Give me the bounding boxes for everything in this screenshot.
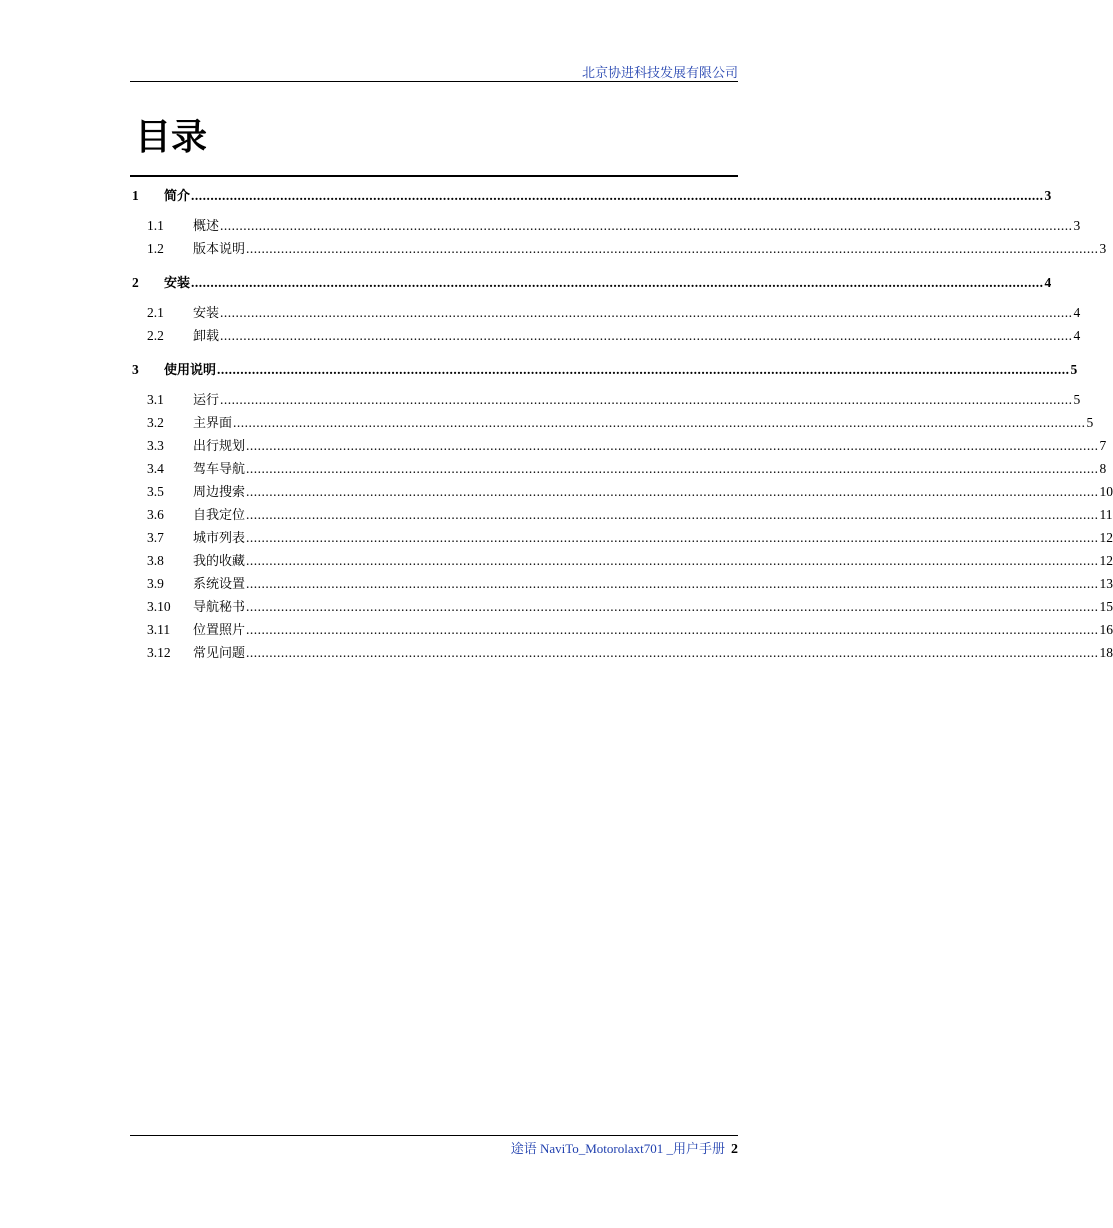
toc-dot-leader: ............................................................................................................................................................................................................................ — [246, 461, 1099, 476]
toc-entry[interactable] — [130, 620, 1113, 640]
toc-entry-page: 4 — [1073, 305, 1081, 320]
toc-entry-label: 我的收藏 — [193, 554, 246, 569]
toc-entry-page: 3 — [1099, 241, 1107, 256]
page-title: 目录 — [135, 117, 208, 158]
toc-entry-number: 3.9 — [147, 576, 164, 591]
toc-entry-label: 卸载 — [193, 329, 220, 344]
toc-dot-leader: ............................................................................................................................................................................................................................ — [246, 622, 1099, 637]
toc-entry-page: 7 — [1099, 438, 1107, 453]
footer-document-title: 途语 NaviTo_Motorolaxt701 _用户手册 — [510, 1141, 725, 1156]
toc-entry-number: 2.1 — [147, 305, 164, 320]
toc-dot-leader: ............................................................................................................................................................................................................................ — [233, 415, 1086, 430]
toc-entry[interactable] — [130, 574, 1113, 594]
toc-dot-leader: ............................................................................................................................................................................................................................ — [246, 438, 1099, 453]
toc-entry[interactable] — [130, 303, 1081, 323]
toc-entry-label: 使用说明 — [164, 363, 217, 378]
toc-entry[interactable] — [130, 390, 1081, 410]
toc-entry-label: 简介 — [164, 189, 191, 204]
toc-entry[interactable] — [130, 643, 1113, 663]
toc-entry-page: 11 — [1099, 507, 1113, 522]
footer — [511, 1138, 738, 1158]
toc-entry-label: 安装 — [193, 306, 220, 321]
toc-entry-page: 8 — [1099, 461, 1107, 476]
toc-entry-page: 15 — [1099, 599, 1113, 614]
toc-entry-label: 城市列表 — [193, 531, 246, 546]
toc-entry[interactable] — [130, 360, 1078, 380]
toc-entry-label: 概述 — [193, 219, 220, 234]
toc-entry-page: 10 — [1099, 484, 1113, 499]
toc-entry[interactable] — [130, 551, 1113, 571]
toc-entry-page: 5 — [1070, 362, 1078, 377]
header-company-name: 北京协进科技发展有限公司 — [581, 65, 738, 80]
toc-entry-number: 3.3 — [147, 438, 164, 453]
toc-dot-leader: ............................................................................................................................................................................................................................ — [246, 599, 1099, 614]
header-divider — [130, 81, 738, 82]
toc-entry[interactable] — [130, 186, 1052, 206]
toc-entry-page: 18 — [1099, 645, 1113, 660]
toc-dot-leader: ............................................................................................................................................................................................................................ — [246, 576, 1099, 591]
toc-entry-page: 4 — [1073, 328, 1081, 343]
footer-divider — [130, 1135, 738, 1136]
toc-entry[interactable] — [130, 273, 1052, 293]
toc-entry-page: 3 — [1073, 218, 1081, 233]
toc-entry-page: 16 — [1099, 622, 1113, 637]
toc-dot-leader: ............................................................................................................................................................................................................................ — [246, 645, 1099, 660]
toc-entry[interactable] — [130, 216, 1081, 236]
toc-entry-number: 2 — [132, 275, 139, 290]
toc-entry[interactable] — [130, 505, 1113, 525]
toc-entry[interactable] — [130, 436, 1107, 456]
toc-entry-label: 主界面 — [193, 416, 233, 431]
toc-dot-leader: ............................................................................................................................................................................................................................ — [246, 553, 1099, 568]
toc-dot-leader: ............................................................................................................................................................................................................................ — [246, 507, 1099, 522]
toc-entry[interactable] — [130, 413, 1094, 433]
toc-dot-leader: ............................................................................................................................................................................................................................ — [246, 484, 1099, 499]
toc-entry-page: 5 — [1086, 415, 1094, 430]
toc-entry[interactable] — [130, 459, 1107, 479]
toc-dot-leader: ............................................................................................................................................................................................................................ — [246, 530, 1099, 545]
toc-entry-label: 版本说明 — [193, 242, 246, 257]
title-divider — [130, 175, 738, 177]
toc-entry-page: 4 — [1044, 275, 1052, 290]
toc-entry-number: 3.2 — [147, 415, 164, 430]
toc-entry[interactable] — [130, 597, 1113, 617]
toc-entry-number: 2.2 — [147, 328, 164, 343]
toc-entry[interactable] — [130, 239, 1107, 259]
toc-entry-label: 常见问题 — [193, 646, 246, 661]
toc-entry-number: 3.10 — [147, 599, 171, 614]
toc-dot-leader: ............................................................................................................................................................................................................................ — [191, 275, 1044, 290]
toc-dot-leader: ............................................................................................................................................................................................................................ — [246, 241, 1099, 256]
toc-entry-label: 周边搜索 — [193, 485, 246, 500]
toc-dot-leader: ............................................................................................................................................................................................................................ — [220, 392, 1073, 407]
toc-dot-leader: ............................................................................................................................................................................................................................ — [191, 188, 1044, 203]
toc-entry-label: 驾车导航 — [193, 462, 246, 477]
toc-entry[interactable] — [130, 482, 1113, 502]
toc-entry-label: 位置照片 — [193, 623, 246, 638]
toc-entry-number: 3.6 — [147, 507, 164, 522]
toc-entry-page: 3 — [1044, 188, 1052, 203]
toc-entry-number: 3.11 — [147, 622, 171, 637]
toc-entry-number: 3.1 — [147, 392, 164, 407]
toc-entry[interactable] — [130, 528, 1113, 548]
toc-entry-number: 3.5 — [147, 484, 164, 499]
toc-entry-number: 1.1 — [147, 218, 164, 233]
toc-entry-page: 13 — [1099, 576, 1113, 591]
toc-dot-leader: ............................................................................................................................................................................................................................ — [217, 362, 1070, 377]
toc-entry-number: 3.4 — [147, 461, 164, 476]
toc-entry[interactable] — [130, 326, 1081, 346]
toc-entry-number: 3 — [132, 362, 139, 377]
toc-entry-label: 安装 — [164, 276, 191, 291]
toc-entry-page: 12 — [1099, 530, 1113, 545]
toc-entry-label: 运行 — [193, 393, 220, 408]
toc-dot-leader: ............................................................................................................................................................................................................................ — [220, 305, 1073, 320]
toc-entry-page: 5 — [1073, 392, 1081, 407]
toc-entry-label: 系统设置 — [193, 577, 246, 592]
toc-entry-number: 1.2 — [147, 241, 164, 256]
toc-dot-leader: ............................................................................................................................................................................................................................ — [220, 218, 1073, 233]
toc-entry-number: 3.12 — [147, 645, 171, 660]
toc-entry-number: 1 — [132, 188, 139, 203]
toc-entry-label: 出行规划 — [193, 439, 246, 454]
toc-dot-leader: ............................................................................................................................................................................................................................ — [220, 328, 1073, 343]
toc-entry-label: 自我定位 — [193, 508, 246, 523]
footer-page-number: 2 — [731, 1142, 738, 1157]
toc-entry-page: 12 — [1099, 553, 1113, 568]
toc-entry-number: 3.7 — [147, 530, 164, 545]
toc-entry-number: 3.8 — [147, 553, 164, 568]
toc-entry-label: 导航秘书 — [193, 600, 246, 615]
